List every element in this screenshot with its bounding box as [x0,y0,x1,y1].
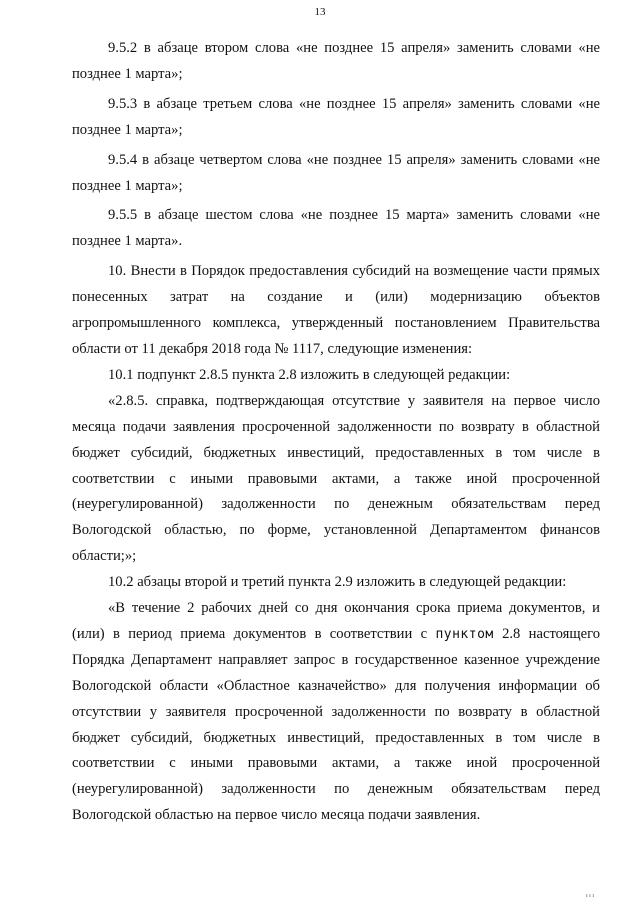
paragraph-2-9-quote [72,596,600,829]
paragraph-9-5-5: 9.5.5 в абзаце шестом слова «не позднее 15 марта» заменить словами «не позднее 1 марта». [72,207,600,250]
page-number: 13 [314,6,326,18]
paragraph-2-9-text-end: 2.8 настоящего Порядка Департамент направляет запрос в государственное казенное учреждение Вологодской области «Областное казначейство» для получения информации об отсутствии у заявителя просроченной задолженности по возврату в областной бюджет субсидий, бюджетных инвестиций, предоставленных в том числе в соответствии с иными правовыми актами, а также иной просроченной (неурегулированной) задолженности по денежным обязательствам перед Вологодской областью на первое число месяца подачи заявления. [72,625,600,824]
monospace-word: пунктом [435,626,494,642]
paragraph-10: 10. Внести в Порядок предоставления субсидий на возмещение части прямых понесенных затрат на создание и (или) модернизацию объектов агропромышленного комплекса, утвержденный постановлением Правительства области от 11 декабря 2018 года № 1117, следующие изменения: [72,263,600,357]
paragraph-10-1: 10.1 подпункт 2.8.5 пункта 2.8 изложить в следующей редакции: [108,366,511,383]
document-body [72,36,600,829]
paragraph-2-8-5-quote: «2.8.5. справка, подтверждающая отсутствие у заявителя на первое число месяца подачи заявления просроченной задолженности по возврату в областной бюджет субсидий, бюджетных инвестиций, предоставленных в том числе в соответствии с иными правовыми актами, а также иной просроченной (неурегулированной) задолженности по денежным обязательствам перед Вологодской областью, по форме, установленной Департаментом финансов области;»; [72,392,600,565]
paragraph-10-2: 10.2 абзацы второй и третий пункта 2.9 изложить в следующей редакции: [108,574,567,591]
scan-mark: ı ı ı [585,893,594,899]
paragraph-9-5-3: 9.5.3 в абзаце третьем слова «не позднее 15 апреля» заменить словами «не позднее 1 марта»; [72,95,600,138]
paragraph-2-9-text-start: «В течение 2 рабочих дней со дня окончания срока приема документов, и (или) в период приема документов в соответствии с [72,600,600,642]
paragraph-9-5-4: 9.5.4 в абзаце четвертом слова «не позднее 15 апреля» заменить словами «не позднее 1 марта»; [72,151,600,194]
paragraph-9-5-2: 9.5.2 в абзаце втором слова «не позднее 15 апреля» заменить словами «не позднее 1 марта»; [72,40,600,82]
